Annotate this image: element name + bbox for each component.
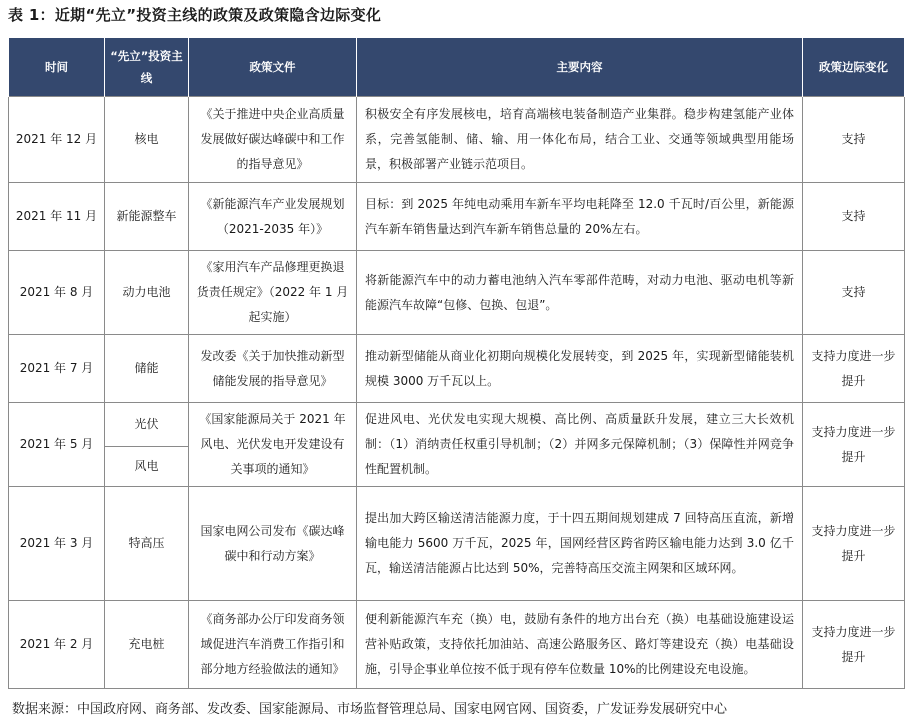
cell-doc: 国家电网公司发布《碳达峰碳中和行动方案》 xyxy=(189,487,357,601)
cell-line: 核电 xyxy=(105,97,189,183)
cell-time: 2021 年 3 月 xyxy=(9,487,105,601)
cell-change: 支持力度进一步提升 xyxy=(803,403,905,487)
header-content: 主要内容 xyxy=(357,38,803,97)
table-row xyxy=(9,251,905,335)
header-line: “先立”投资主线 xyxy=(105,38,189,97)
cell-change: 支持 xyxy=(803,97,905,183)
cell-doc: 《国家能源局关于 2021 年风电、光伏发电开发建设有关事项的通知》 xyxy=(189,403,357,487)
cell-line: 储能 xyxy=(105,335,189,403)
policy-table xyxy=(8,38,905,689)
cell-line: 新能源整车 xyxy=(105,183,189,251)
cell-time: 2021 年 2 月 xyxy=(9,601,105,689)
cell-doc: 《家用汽车产品修理更换退货责任规定》（2022 年 1 月起实施） xyxy=(189,251,357,335)
cell-doc: 《新能源汽车产业发展规划（2021-2035 年）》 xyxy=(189,183,357,251)
cell-line: 动力电池 xyxy=(105,251,189,335)
cell-content: 便利新能源汽车充（换）电，鼓励有条件的地方出台充（换）电基础设施建设运营补贴政策，支持依托加油站、高速公路服务区、路灯等建设充（换）电基础设施，引导企事业单位按不低于现有停车位数量 10%的比例建设充电设施。 xyxy=(357,601,803,689)
table-row xyxy=(9,601,905,689)
cell-time: 2021 年 8 月 xyxy=(9,251,105,335)
cell-line: 光伏 xyxy=(105,403,189,447)
cell-content: 提出加大跨区输送清洁能源力度，于十四五期间规划建成 7 回特高压直流，新增输电能力 5600 万千瓦，2025 年，国网经营区跨省跨区输电能力达到 3.0 亿千瓦，输送清洁能源占比达到 50%，完善特高压交流主网架和区域环网。 xyxy=(357,487,803,601)
table-row xyxy=(9,97,905,183)
cell-content: 促进风电、光伏发电实现大规模、高比例、高质量跃升发展，建立三大长效机制：（1）消纳责任权重引导机制；（2）并网多元保障机制；（3）保障性并网竞争性配置机制。 xyxy=(357,403,803,487)
cell-change: 支持 xyxy=(803,183,905,251)
data-source-note: 数据来源：中国政府网、商务部、发改委、国家能源局、市场监督管理总局、国家电网官网、国资委，广发证券发展研究中心 xyxy=(12,702,728,717)
cell-line-2: 风电 xyxy=(105,447,189,487)
cell-content: 将新能源汽车中的动力蓄电池纳入汽车零部件范畴，对动力电池、驱动电机等新能源汽车故障“包修、包换、包退”。 xyxy=(357,251,803,335)
header-doc: 政策文件 xyxy=(189,38,357,97)
cell-doc: 《关于推进中央企业高质量发展做好碳达峰碳中和工作的指导意见》 xyxy=(189,97,357,183)
table-row xyxy=(9,487,905,601)
cell-line: 充电桩 xyxy=(105,601,189,689)
table-row xyxy=(9,335,905,403)
cell-change: 支持力度进一步提升 xyxy=(803,601,905,689)
cell-change: 支持力度进一步提升 xyxy=(803,335,905,403)
cell-change: 支持力度进一步提升 xyxy=(803,487,905,601)
cell-content: 积极安全有序发展核电，培育高端核电装备制造产业集群。稳步构建氢能产业体系，完善氢能制、储、输、用一体化布局，结合工业、交通等领域典型用能场景，积极部署产业链示范项目。 xyxy=(357,97,803,183)
cell-time: 2021 年 11 月 xyxy=(9,183,105,251)
table-row xyxy=(9,183,905,251)
cell-doc: 《商务部办公厅印发商务领域促进汽车消费工作指引和部分地方经验做法的通知》 xyxy=(189,601,357,689)
table-header-row xyxy=(9,38,905,97)
header-change: 政策边际变化 xyxy=(803,38,905,97)
cell-content: 推动新型储能从商业化初期向规模化发展转变，到 2025 年，实现新型储能装机规模 3000 万千瓦以上。 xyxy=(357,335,803,403)
cell-line: 特高压 xyxy=(105,487,189,601)
table-row xyxy=(9,403,905,447)
cell-doc: 发改委《关于加快推动新型储能发展的指导意见》 xyxy=(189,335,357,403)
table-title: 表 1：近期“先立”投资主线的政策及政策隐含边际变化 xyxy=(8,6,382,24)
cell-time: 2021 年 12 月 xyxy=(9,97,105,183)
cell-change: 支持 xyxy=(803,251,905,335)
cell-time: 2021 年 7 月 xyxy=(9,335,105,403)
header-time: 时间 xyxy=(9,38,105,97)
cell-time: 2021 年 5 月 xyxy=(9,403,105,487)
cell-content: 目标：到 2025 年纯电动乘用车新车平均电耗降至 12.0 千瓦时/百公里，新能源汽车新车销售量达到汽车新车销售总量的 20%左右。 xyxy=(357,183,803,251)
